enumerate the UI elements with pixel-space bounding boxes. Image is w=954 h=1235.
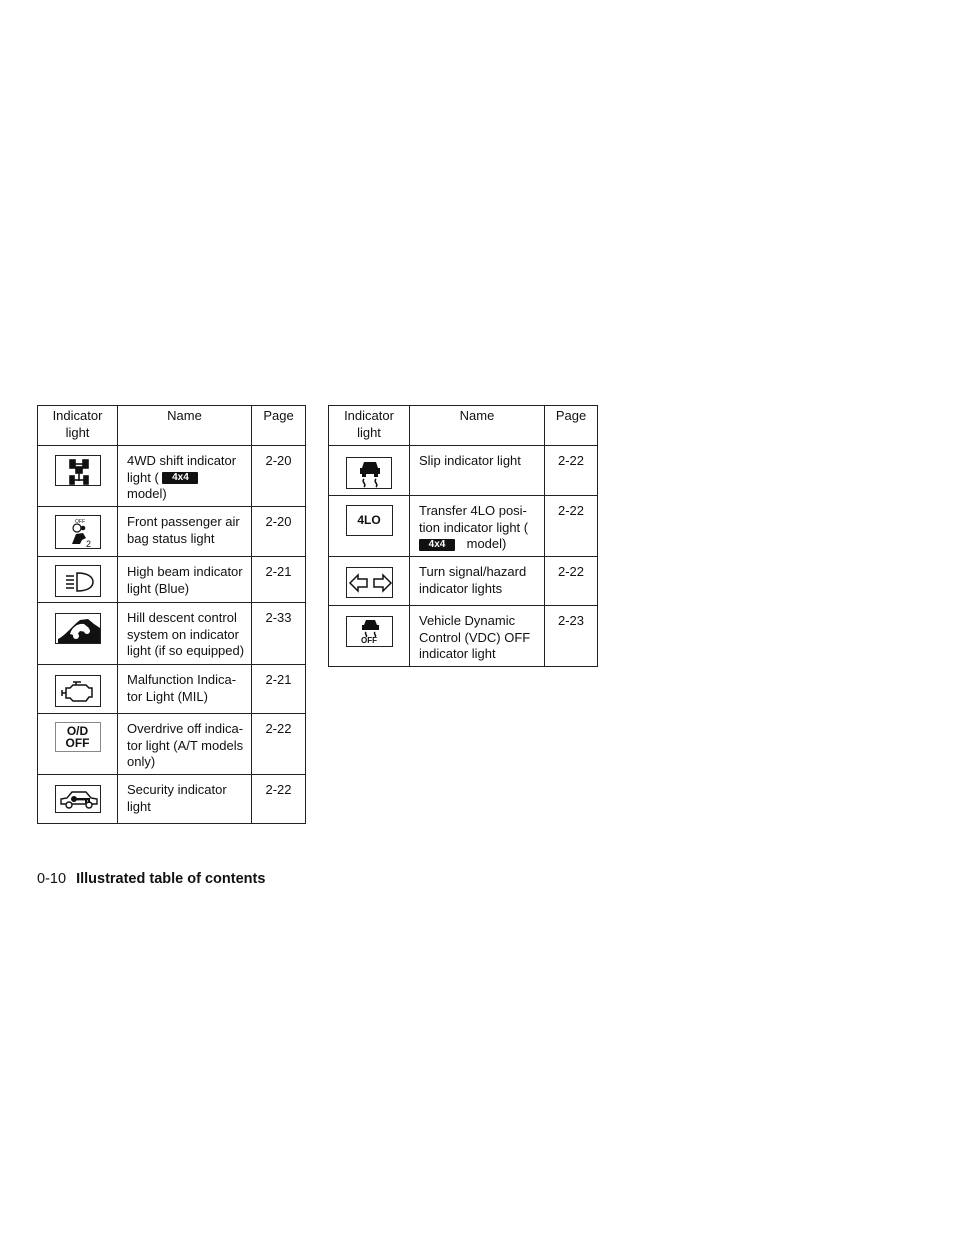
page-number: 0-10 xyxy=(37,871,67,887)
4lo-icon xyxy=(346,505,393,536)
row-page: 2-21 xyxy=(252,557,306,603)
header-name: Name xyxy=(118,406,252,446)
4lo-text: 4LO xyxy=(357,513,381,527)
page-footer xyxy=(37,871,265,887)
high-beam-icon xyxy=(55,565,101,597)
turn-signal-icon xyxy=(346,567,393,598)
indicator-table-left xyxy=(37,405,306,824)
overdrive-off-icon xyxy=(55,722,101,752)
4wd-shift-indicator-icon xyxy=(55,455,101,486)
hill-descent-icon xyxy=(55,613,101,644)
row-name: Malfunction Indica-tor Light (MIL) xyxy=(118,665,252,714)
airbag-seat-number: 2 xyxy=(85,539,91,549)
table-row xyxy=(38,775,306,824)
header-page: Page xyxy=(545,406,598,446)
row-name-suffix: model) xyxy=(466,536,507,551)
table-header-row xyxy=(329,406,598,446)
engine-mil-icon xyxy=(55,675,101,707)
security-car-icon xyxy=(55,785,101,813)
vdc-off-icon xyxy=(346,616,393,647)
row-name: Security indicator light xyxy=(118,775,252,824)
row-page: 2-22 xyxy=(545,496,598,557)
row-page: 2-22 xyxy=(252,775,306,824)
indicator-table-right xyxy=(328,405,598,667)
row-name: Hill descent control system on indicator light (if so equipped) xyxy=(118,603,252,665)
row-name: Overdrive off indica-tor light (A/T models only) xyxy=(118,714,252,775)
4x4-badge: 4x4 xyxy=(419,539,455,551)
vdc-off-text: OFF xyxy=(361,636,377,645)
table-header-row xyxy=(38,406,306,446)
row-name: High beam indicator light (Blue) xyxy=(118,557,252,603)
row-page: 2-21 xyxy=(252,665,306,714)
section-title: Illustrated table of contents xyxy=(76,871,266,887)
table-row xyxy=(38,557,306,603)
table-row xyxy=(38,446,306,507)
row-name: Turn signal/hazard indicator lights xyxy=(410,557,545,606)
row-page: 2-20 xyxy=(252,507,306,557)
table-row xyxy=(38,507,306,557)
airbag-off-text: OFF xyxy=(74,519,85,525)
row-page: 2-22 xyxy=(252,714,306,775)
off-text: OFF xyxy=(65,736,90,750)
table-row xyxy=(38,714,306,775)
table-row xyxy=(329,557,598,606)
header-page: Page xyxy=(252,406,306,446)
airbag-off-icon xyxy=(55,515,101,549)
slip-indicator-icon xyxy=(346,457,392,489)
row-name: Vehicle Dynamic Control (VDC) OFF indicator light xyxy=(410,606,545,667)
table-row xyxy=(38,603,306,665)
row-page: 2-22 xyxy=(545,446,598,496)
od-text: O/D xyxy=(66,724,89,738)
row-page: 2-20 xyxy=(252,446,306,507)
row-page: 2-22 xyxy=(545,557,598,606)
row-name: Slip indicator light xyxy=(410,446,545,496)
table-row xyxy=(38,665,306,714)
row-name: Front passenger air bag status light xyxy=(118,507,252,557)
table-row xyxy=(329,606,598,667)
header-indicator: Indicator light xyxy=(329,406,410,446)
row-name-suffix: model) xyxy=(127,486,167,501)
row-page: 2-33 xyxy=(252,603,306,665)
row-page: 2-23 xyxy=(545,606,598,667)
header-indicator: Indicator light xyxy=(38,406,118,446)
4x4-badge: 4x4 xyxy=(162,472,198,484)
table-row xyxy=(329,496,598,557)
header-name: Name xyxy=(410,406,545,446)
row-name: 4WD shift indicator light ( xyxy=(127,453,237,485)
table-row xyxy=(329,446,598,496)
row-name: Transfer 4LO posi-tion indicator light ( xyxy=(419,503,529,535)
